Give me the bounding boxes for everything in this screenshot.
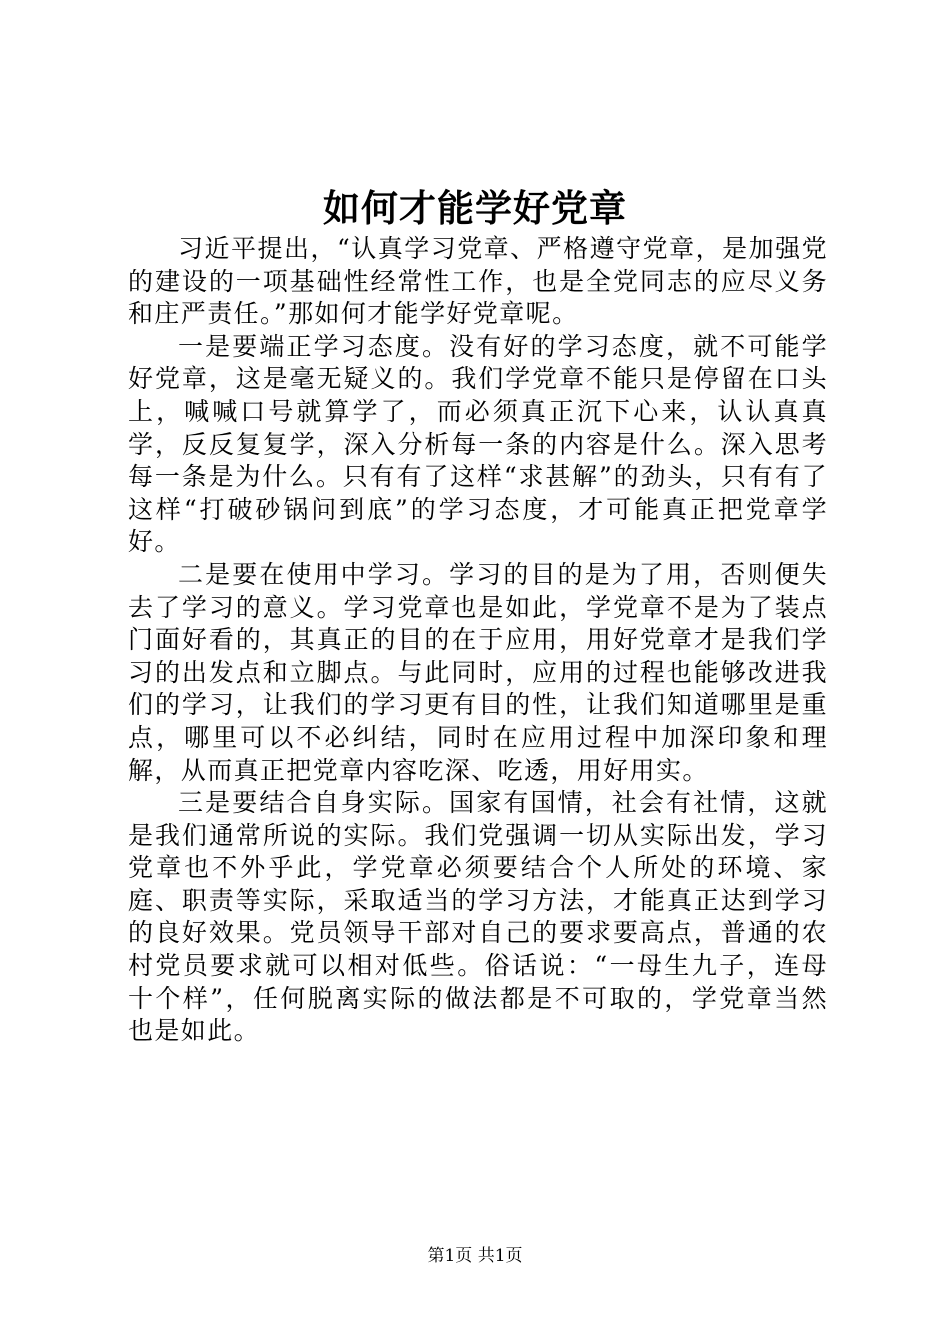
page-number-footer: 第1页 共1页 [427,1246,523,1266]
paragraph-point-one: 一是要端正学习态度。没有好的学习态度，就不可能学好党章，这是毫无疑义的。我们学党章不能只是停留在口头上，喊喊口号就算学了，而必须真正沉下心来，认认真真学，反反复复学，深入分析每一条的内容是什么。深入思考每一条是为什么。只有有了这样“求甚解”的劲头，只有有了这样“打破砂锅问到底”的学习态度，才可能真正把党章学好。 [128,331,828,557]
document-title: 如何才能学好党章 [323,186,627,230]
paragraph-point-two: 二是要在使用中学习。学习的目的是为了用，否则便失去了学习的意义。学习党章也是如此，学党章不是为了装点门面好看的，其真正的目的在于应用，用好党章才是我们学习的出发点和立脚点。与此同时，应用的过程也能够改进我们的学习，让我们的学习更有目的性，让我们知道哪里是重点，哪里可以不必纠结，同时在应用过程中加深印象和理解，从而真正把党章内容吃深、吃透，用好用实。 [128,559,828,785]
paragraph-intro: 习近平提出，“认真学习党章、严格遵守党章，是加强党的建设的一项基础性经常性工作，也是全党同志的应尽义务和庄严责任。”那如何才能学好党章呢。 [128,234,828,329]
paragraph-point-three: 三是要结合自身实际。国家有国情，社会有社情，这就是我们通常所说的实际。我们党强调一切从实际出发，学习党章也不外乎此，学党章必须要结合个人所处的环境、家庭、职责等实际，采取适当的学习方法，才能真正达到学习的良好效果。党员领导干部对自己的要求要高点，普通的农村党员要求就可以相对低些。俗话说：“一母生九子，连母十个样”，任何脱离实际的做法都是不可取的，学党章当然也是如此。 [128,788,828,1046]
document-body [128,233,828,1048]
